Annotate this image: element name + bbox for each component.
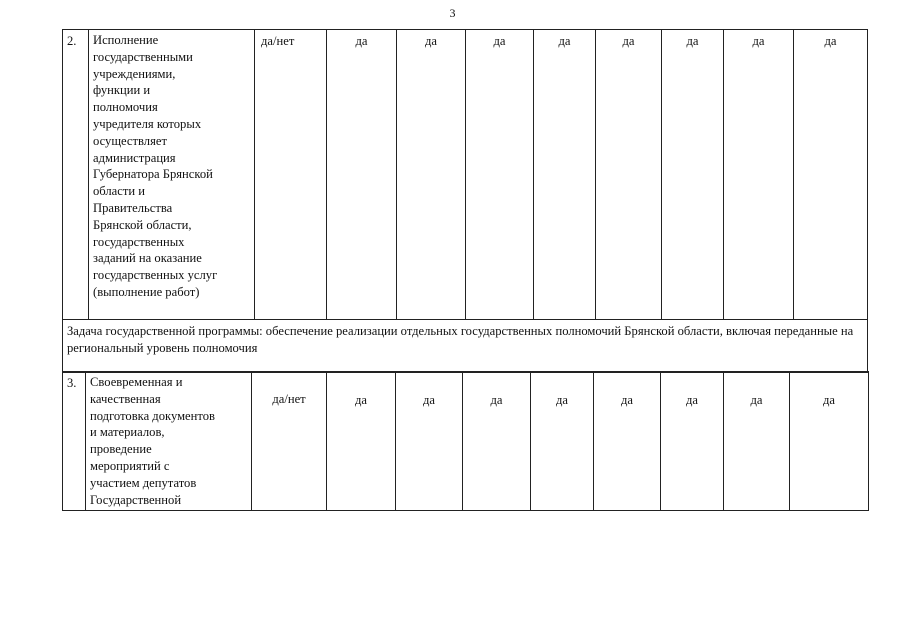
indicator-line: Исполнение <box>93 33 159 47</box>
page-number: 3 <box>449 6 456 20</box>
value-cell: да <box>327 30 397 320</box>
indicator-line: качественная <box>90 391 161 406</box>
value-cell: да <box>596 30 662 320</box>
indicator-line: Брянской области, <box>93 217 192 232</box>
value-cell: да <box>531 372 594 511</box>
indicator-line: Своевременная и <box>90 375 183 389</box>
indicator-line: администрация <box>93 150 176 165</box>
indicator-line: учредителя которых <box>93 116 202 131</box>
indicator-line: заданий на оказание <box>93 251 202 266</box>
indicators-table-upper <box>62 29 868 373</box>
indicator-line: участием депутатов <box>90 475 197 490</box>
row-number: 2. <box>63 30 89 320</box>
task-text: Задача государственной программы: обеспечение реализации отдельных государственных полномочий Брянской области, включая переданные на региональный уровень полномочия <box>63 320 868 373</box>
value-cell: да <box>466 30 534 320</box>
value-cell: да <box>397 30 466 320</box>
indicators-table-lower <box>62 371 869 511</box>
indicator-line: государственных услуг <box>93 268 218 283</box>
indicator-line: государственных <box>93 234 185 249</box>
indicator-line: Государственной <box>90 492 182 507</box>
value-cell: да <box>396 372 463 511</box>
indicator-line: учреждениями, <box>93 66 176 81</box>
value-cell: да <box>790 372 869 511</box>
indicator-line: проведение <box>90 442 152 457</box>
table-row <box>63 30 868 320</box>
row-number: 3. <box>63 372 86 511</box>
value-cell: да <box>724 372 790 511</box>
unit-cell: да/нет <box>252 372 327 511</box>
indicator-line: Губернатора Брянской <box>93 167 213 182</box>
indicator-line: мероприятий с <box>90 458 170 473</box>
indicator-line: функции и <box>93 83 151 98</box>
indicator-line: (выполнение работ) <box>93 284 200 299</box>
task-row <box>63 320 868 373</box>
indicator-line: подготовка документов <box>90 408 215 423</box>
value-cell: да <box>534 30 596 320</box>
indicator-name <box>86 372 252 511</box>
value-cell: да <box>463 372 531 511</box>
indicator-name <box>89 30 255 320</box>
value-cell: да <box>662 30 724 320</box>
value-cell: да <box>794 30 868 320</box>
value-cell: да <box>327 372 396 511</box>
indicator-line: области и <box>93 184 145 199</box>
value-cell: да <box>661 372 724 511</box>
indicator-line: Правительства <box>93 200 173 215</box>
indicator-line: полномочия <box>93 100 158 115</box>
unit-cell: да/нет <box>255 30 327 320</box>
indicator-line: государственными <box>93 49 193 64</box>
value-cell: да <box>594 372 661 511</box>
table-row <box>63 372 869 511</box>
value-cell: да <box>724 30 794 320</box>
indicator-line: осуществляет <box>93 133 167 148</box>
indicator-line: и материалов, <box>90 425 165 440</box>
